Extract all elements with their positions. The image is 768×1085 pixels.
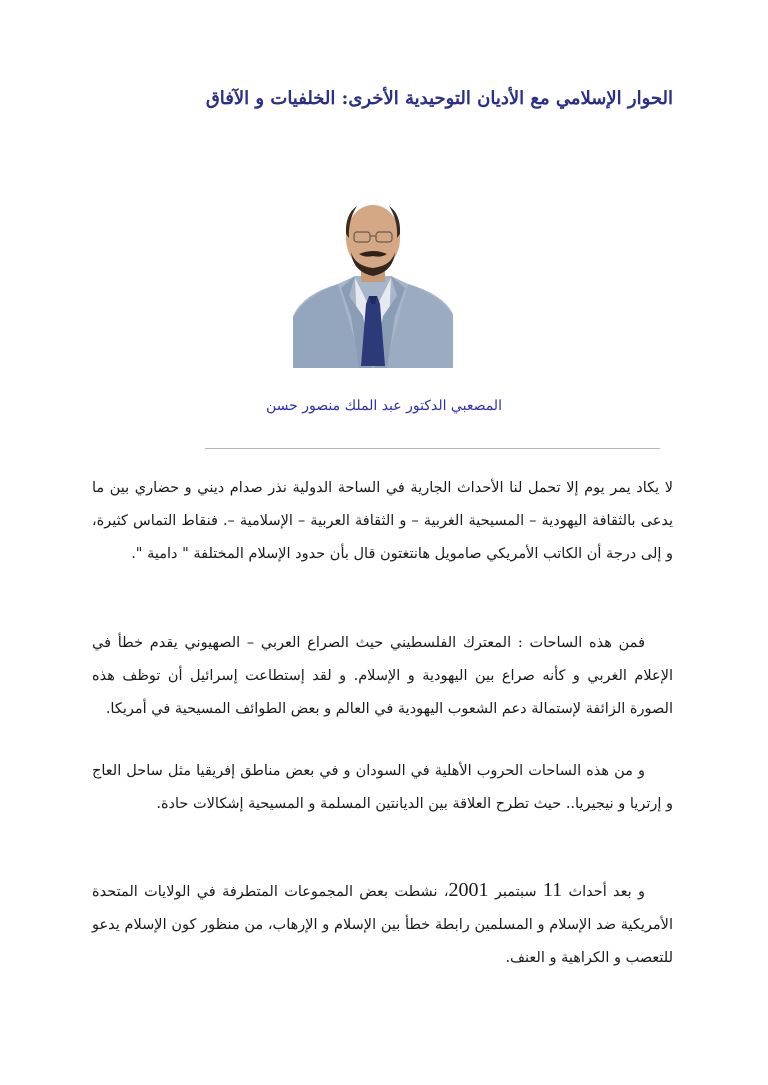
paragraph-4-month: سبتمبر [494, 884, 537, 900]
paragraph-3: و من هذه الساحات الحروب الأهلية في السودان و في بعض مناطق إفريقيا مثل ساحل العاج و إرتريا و نيجيريا.. حيث تطرح العلاقة بين الديانتين المسلمة و المسيحية إشكالات حادة. [92, 763, 673, 812]
paragraph-4 [92, 874, 673, 975]
paragraph-4-prefix: و بعد أحداث [568, 884, 646, 900]
author-photo [293, 196, 453, 368]
paragraph-4-rest: ، نشطت بعض المجموعات المتطرفة في الولايات المتحدة الأمريكية ضد الإسلام و المسلمين رابطة خطأ بين الإسلام و الإرهاب، من منظور كون الإسلام يدعو للتعصب و الكراهية و العنف. [92, 884, 673, 966]
author-name: المصعبي الدكتور عبد الملك منصور حسن [266, 398, 502, 414]
paragraph-2: فمن هذه الساحات : المعترك الفلسطيني حيث الصراع العربي – الصهيوني يقدم خطأ في الإعلام الغربي و كأنه صراع بين اليهودية و الإسلام. و لقد إستطاعت إسرائيل أن توظف هذه الصورة الزائفة لإستمالة دعم الشعوب اليهودية في العالم و بعض الطوائف المسيحية في أمريكا. [92, 635, 673, 717]
author-portrait-image [293, 196, 453, 368]
paragraph-4-day: 11 [542, 879, 563, 901]
paragraph-1: لا يكاد يمر يوم إلا تحمل لنا الأحداث الجارية في الساحة الدولية نذر صدام ديني و حضاري بين ما يدعى بالثقافة اليهودية – المسيحية الغربية – و الثقافة العربية – الإسلامية –. فنقاط التماس كثيرة، و إلى درجة أن الكاتب الأمريكي صامويل هانتغتون قال بأن حدود الإسلام المختلفة " دامية ". [92, 480, 673, 562]
divider-line [205, 448, 660, 449]
paragraph-4-year: 2001 [448, 879, 489, 901]
document-title: الحوار الإسلامي مع الأديان التوحيدية الأخرى: الخلفيات و الآفاق [205, 88, 673, 109]
